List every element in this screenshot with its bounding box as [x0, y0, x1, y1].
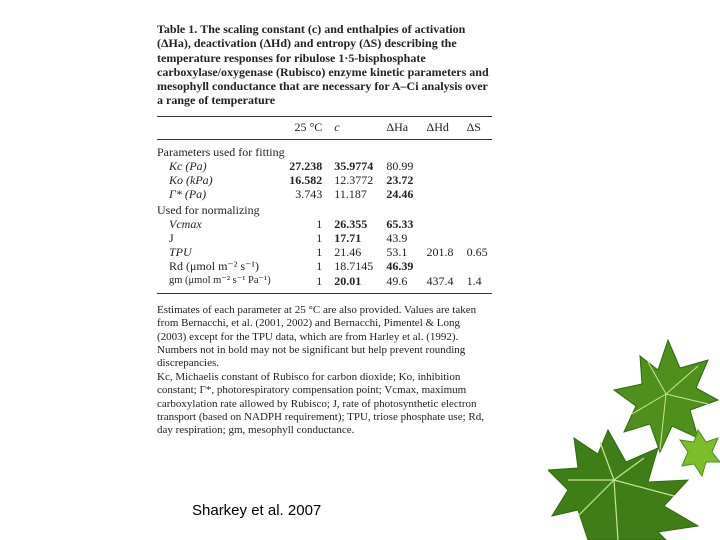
- cell-ha: 23.72: [386, 173, 414, 188]
- table-caption: [157, 22, 492, 108]
- cell-hd: [426, 217, 466, 231]
- table-caption-text: The scaling constant (c) and enthalpies of activation (ΔHa), deactivation (ΔHd) and entropy (ΔS) describing the temperature responses for ribulose 1·5-bisphosphate carboxylase/oxygenase (Rubisco) enzyme kinetic parameters and mesophyll conductance that are necessary for A–Ci analysis over a range of temperature: [157, 22, 489, 108]
- cell-25c: 16.582: [289, 173, 323, 188]
- cell-ha: 46.39: [386, 259, 414, 274]
- row-name: J: [169, 231, 174, 245]
- cell-ds: [467, 187, 492, 201]
- cell-25c: 1: [316, 216, 323, 231]
- cell-ds: [467, 259, 492, 273]
- table-row: [157, 245, 492, 259]
- cell-hd: 201.8: [426, 245, 454, 260]
- cell-25c: 3.743: [295, 187, 323, 202]
- cell-ha: 65.33: [386, 216, 414, 231]
- cell-hd: [426, 187, 466, 201]
- cell-c: 21.46: [334, 245, 362, 260]
- table-row: [157, 217, 492, 231]
- cell-ds: [467, 159, 492, 173]
- row-name: Kc (Pa): [169, 158, 207, 173]
- leaf-upper: [614, 340, 718, 452]
- cell-25c: 1: [316, 245, 323, 260]
- cell-25c: 1: [316, 259, 323, 274]
- cell-c: 12.3772: [334, 173, 374, 188]
- cell-ha: 43.9: [386, 231, 408, 245]
- column-header-name: [157, 117, 287, 139]
- table-row: [157, 187, 492, 201]
- cell-c: 26.355: [334, 216, 368, 231]
- row-name: gm (μmol m⁻² s⁻¹ Pa⁻¹): [169, 274, 271, 286]
- cell-hd: [426, 259, 466, 273]
- table-row: [157, 173, 492, 187]
- cell-ha: 24.46: [386, 187, 414, 202]
- cell-ha: 49.6: [386, 273, 408, 288]
- citation-credit: Sharkey et al. 2007: [192, 502, 322, 519]
- cell-hd: [426, 231, 466, 245]
- cell-ha: 53.1: [386, 245, 408, 260]
- cell-hd: [426, 173, 466, 187]
- table-label: Table 1.: [157, 22, 198, 36]
- cell-25c: 27.238: [289, 158, 323, 173]
- row-name: Γ* (Pa): [169, 187, 207, 202]
- cell-c: 18.7145: [334, 259, 374, 274]
- table-row: [157, 231, 492, 245]
- table-note-abbreviations: Kc, Michaelis constant of Rubisco for carbon dioxide; Ko, inhibition constant; Γ*, photorespiratory compensation point; Vcmax, maximum carboxylation rate allowed by Rubisco; J, rate of photosynthetic electron transport (based on NADPH requirement); TPU, triose phosphate use; Rd, day respiration; gm, mesophyll conductance.: [157, 370, 484, 437]
- cell-ds: [467, 173, 492, 187]
- row-name: Vcmax: [169, 216, 202, 231]
- cell-c: 35.9774: [334, 158, 374, 173]
- table-row: [157, 259, 492, 273]
- column-header-hd: ΔHd: [426, 119, 449, 134]
- cell-ha: 80.99: [386, 158, 414, 173]
- cell-ds: [467, 231, 492, 245]
- table-row: [157, 159, 492, 173]
- section-title: Parameters used for fitting: [157, 144, 285, 159]
- table-header-row: [157, 117, 492, 139]
- section-title: Used for normalizing: [157, 202, 260, 217]
- column-header-ds: ΔS: [466, 119, 481, 134]
- cell-c: 20.01: [334, 273, 362, 288]
- column-header-25c: 25 °C: [294, 119, 323, 134]
- column-header-ha: ΔHa: [386, 119, 409, 134]
- cell-25c: 1: [316, 231, 323, 245]
- leaf-bud: [680, 430, 720, 476]
- cell-25c: 1: [316, 273, 323, 288]
- table-row: [157, 274, 492, 288]
- cell-hd: 437.4: [426, 273, 454, 288]
- cell-ds: 1.4: [466, 273, 482, 288]
- cell-hd: [426, 159, 466, 173]
- row-name: Ko (kPa): [169, 173, 213, 188]
- cell-ds: [467, 217, 492, 231]
- cell-c: 11.187: [334, 187, 367, 202]
- bottom-rule: [157, 293, 492, 294]
- leaf-lower: [548, 430, 698, 540]
- cell-c: 17.71: [334, 231, 362, 245]
- cell-ds: 0.65: [466, 245, 488, 260]
- header-rule: [157, 139, 492, 140]
- table-figure: [157, 22, 492, 438]
- table-note-estimates: Estimates of each parameter at 25 °C are also provided. Values are taken from Bernacchi, et al. (2001, 2002) and Bernacchi, Pimentel & Long (2003) except for the TPU data, which are from Harley et al. (1992). Numbers not in bold may not be significant but help prevent rounding discrepancies.: [157, 303, 477, 370]
- maple-leaves-decoration: [548, 330, 720, 540]
- row-name: Rd (μmol m⁻² s⁻¹): [169, 259, 259, 274]
- column-header-c: c: [334, 119, 340, 134]
- parameter-table: [157, 117, 492, 288]
- row-name: TPU: [169, 245, 192, 260]
